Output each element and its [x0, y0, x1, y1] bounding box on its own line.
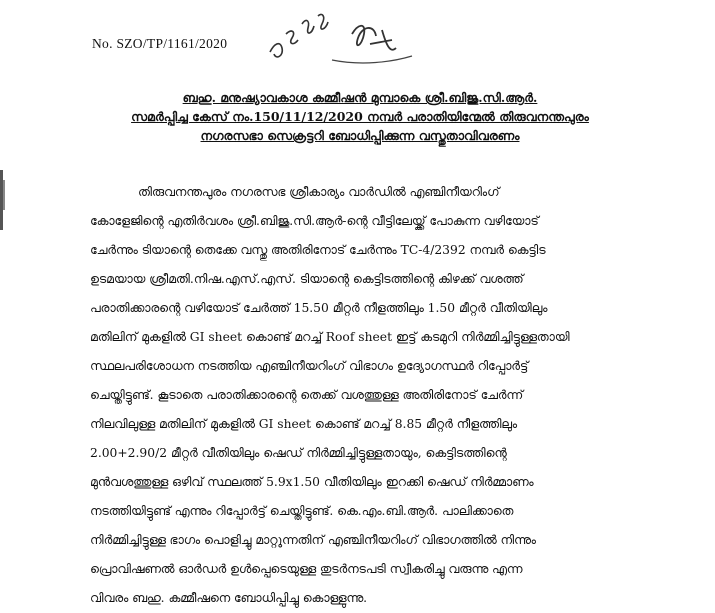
body-line: കോളേജിന്റെ എതിർവശം ശ്രീ.ബിജു.സി.ആർ-ന്റെ വീട്ടിലേയ്ക്ക് പോകുന്ന വഴിയോട്	[90, 214, 539, 228]
body-line: മതിലിന് മുകളിൽ GI sheet കൊണ്ട് മറച്ച് Roof sheet ഇട്ട് കടമുറി നിർമ്മിച്ചിട്ടുള്ളതായി	[90, 330, 570, 344]
body-line: വിവരം ബഹു. കമ്മീഷനെ ബോധിപ്പിച്ചു കൊള്ളുന്നു.	[90, 591, 368, 605]
body-line: 2.00+2.90/2 മീറ്റർ വീതിയിലും ഷെഡ് നിർമ്മിച്ചിട്ടുള്ളതായും, കെട്ടിടത്തിന്റെ	[90, 446, 507, 460]
heading-line: ബഹു. മനുഷ്യാവകാശ കമ്മീഷൻ മുമ്പാകെ ശ്രീ.ബിജു.സി.ആർ.	[182, 90, 538, 105]
body-line: പ്രൊവിഷണൽ ഓർഡർ ഉൾപ്പെടെയുള്ള തുടർനടപടി സ്വീകരിച്ചു വരുന്നു എന്ന	[90, 562, 523, 576]
heading-line: നഗരസഭാ സെക്രട്ടറി ബോധിപ്പിക്കുന്ന വസ്തുതാവിവരണം	[200, 128, 520, 143]
body-line: പരാതിക്കാരന്റെ വഴിയോട് ചേർത്ത് 15.50 മീറ്റർ നീളത്തിലും 1.50 മീറ്റർ വീതിയിലും	[90, 301, 548, 315]
body-line: ചേർന്നും ടിയാന്റെ തെക്കേ വസ്തു അതിരിനോട് ചേർന്നും TC-4/2392 നമ്പർ കെട്ടിട	[90, 243, 546, 257]
body-line: സ്ഥലപരിശോധന നടത്തിയ എഞ്ചിനീയറിംഗ് വിഭാഗം ഉദ്യോഗസ്ഥർ റിപ്പോർട്ട്	[90, 359, 529, 373]
body-line: മുൻവശത്തുള്ള ഒഴിവ് സ്ഥലത്ത് 5.9x1.50 വീതിയിലും ഇറക്കി ഷെഡ് നിർമ്മാണം	[90, 475, 534, 489]
body-line: നടത്തിയിട്ടുണ്ട് എന്നും റിപ്പോർട്ട് ചെയ്തിട്ടുണ്ട്. കെ.എം.ബി.ആർ. പാലിക്കാതെ	[90, 504, 514, 518]
reference-number: No. SZO/TP/1161/2020	[92, 36, 228, 51]
body-line: ചെയ്തിട്ടുണ്ട്. കൂടാതെ പരാതിക്കാരന്റെ തെക്ക് വശത്തുള്ള അതിരിനോട് ചേർന്ന്	[90, 388, 524, 402]
heading-line: സമർപ്പിച്ച കേസ് നം.150/11/12/2020 നമ്പർ പരാതിയിന്മേൽ തിരുവനന്തപുരം	[131, 109, 589, 124]
document-heading	[125, 88, 595, 145]
body-line: നിലവിലുള്ള മതിലിന് മുകളിൽ GI sheet കൊണ്ട് മറച്ച് 8.85 മീറ്റർ നീളത്തിലും	[90, 417, 518, 431]
body-line: തിരുവനന്തപുരം നഗരസഭ ശ്രീകാര്യം വാർഡിൽ എഞ്ചിനീയറിംഗ്	[138, 185, 500, 199]
body-line: നിർമ്മിച്ചിട്ടുള്ള ഭാഗം പൊളിച്ചു മാറ്റുന്നതിന് എഞ്ചിനീയറിംഗ് വിഭാഗത്തിൽ നിന്നും	[90, 533, 536, 547]
statement-body	[90, 178, 622, 613]
body-line: ഉടമയായ ശ്രീമതി.നിഷ.എസ്.എസ്. ടിയാന്റെ കെട്ടിടത്തിന്റെ കിഴക്ക് വശത്ത്	[90, 272, 524, 286]
handwritten-annotation	[262, 4, 422, 74]
scan-edge-mark	[0, 170, 8, 230]
